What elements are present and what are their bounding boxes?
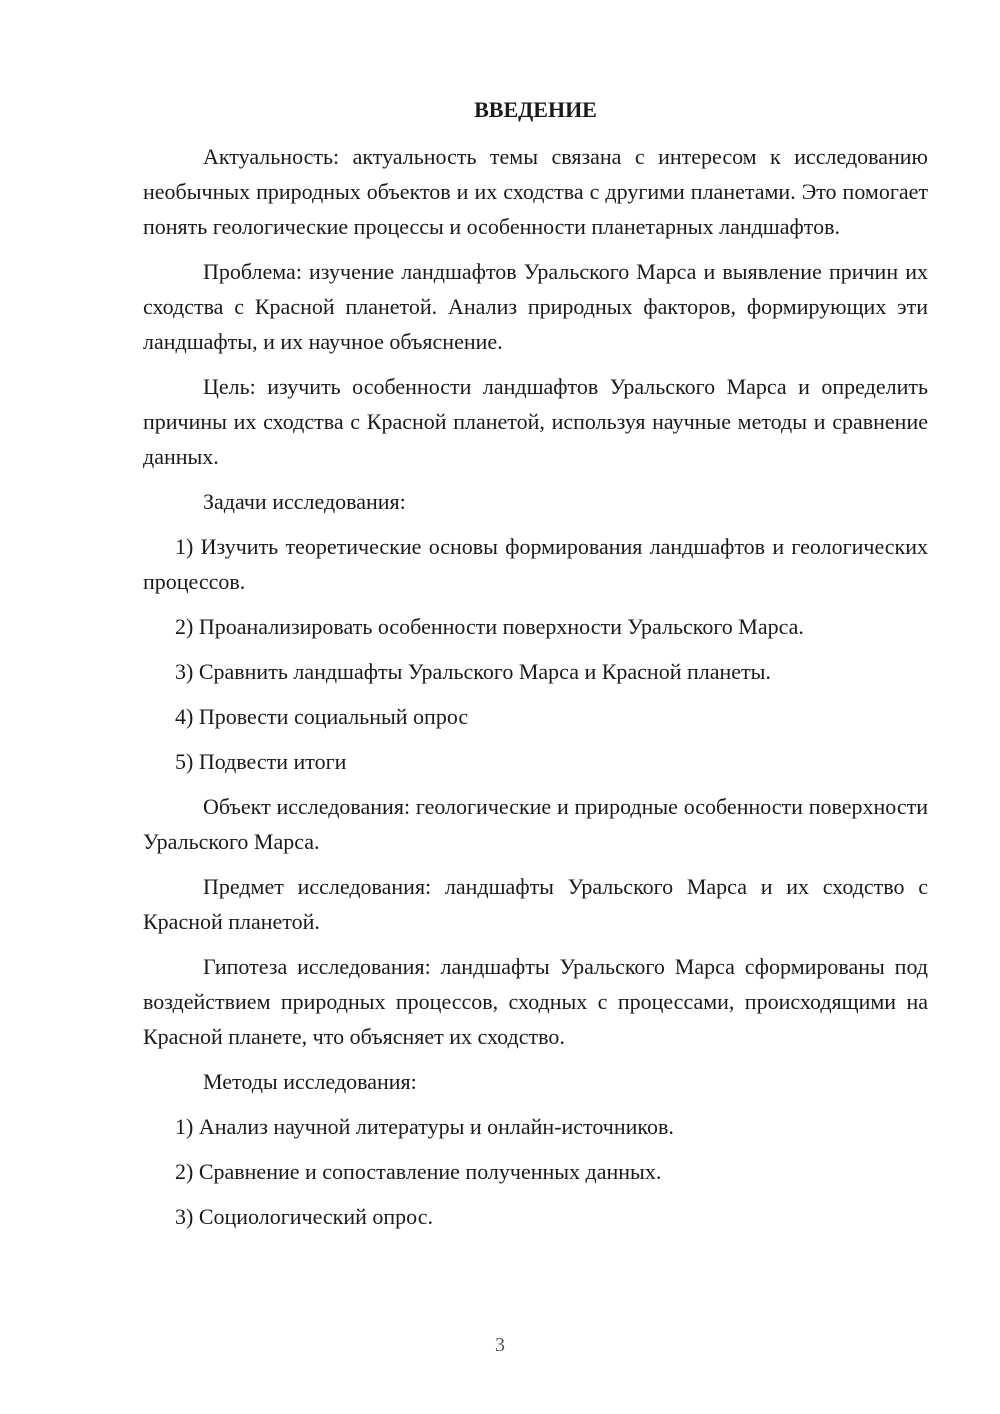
page-title: ВВЕДЕНИЕ: [474, 97, 597, 122]
method-item-3: 3) Социологический опрос.: [175, 1204, 433, 1229]
page-number: 3: [495, 1334, 505, 1356]
tasks-heading: Задачи исследования:: [203, 489, 406, 514]
goal-paragraph: Цель: изучить особенности ландшафтов Уральского Марса и определить причины их сходства с Красной планетой, используя научные методы и сравнение данных.: [143, 374, 928, 469]
method-item-2: 2) Сравнение и сопоставление полученных данных.: [175, 1159, 662, 1184]
task-item-4: 4) Провести социальный опрос: [175, 704, 469, 729]
hypothesis-paragraph: Гипотеза исследования: ландшафты Уральского Марса сформированы под воздействием природных процессов, сходных с процессами, происходящими на Красной планете, что объясняет их сходство.: [143, 954, 928, 1049]
document-page: [143, 92, 928, 1234]
task-item-5: 5) Подвести итоги: [175, 749, 347, 774]
task-item-2: 2) Проанализировать особенности поверхности Уральского Марса.: [175, 614, 804, 639]
object-paragraph: Объект исследования: геологические и природные особенности поверхности Уральского Марса.: [143, 794, 928, 854]
problem-paragraph: Проблема: изучение ландшафтов Уральского Марса и выявление причин их сходства с Красной планетой. Анализ природных факторов, формирующих эти ландшафты, и их научное объяснение.: [143, 259, 928, 354]
subject-paragraph: Предмет исследования: ландшафты Уральского Марса и их сходство с Красной планетой.: [143, 874, 928, 934]
methods-heading: Методы исследования:: [203, 1069, 417, 1094]
relevance-paragraph: Актуальность: актуальность темы связана с интересом к исследованию необычных природных объектов и их сходства с другими планетами. Это помогает понять геологические процессы и особенности планетарных ландшафтов.: [143, 144, 928, 239]
method-item-1: 1) Анализ научной литературы и онлайн-источников.: [175, 1114, 674, 1139]
task-item-1: 1) Изучить теоретические основы формирования ландшафтов и геологических процессов.: [143, 534, 928, 594]
task-item-3: 3) Сравнить ландшафты Уральского Марса и Красной планеты.: [175, 659, 771, 684]
